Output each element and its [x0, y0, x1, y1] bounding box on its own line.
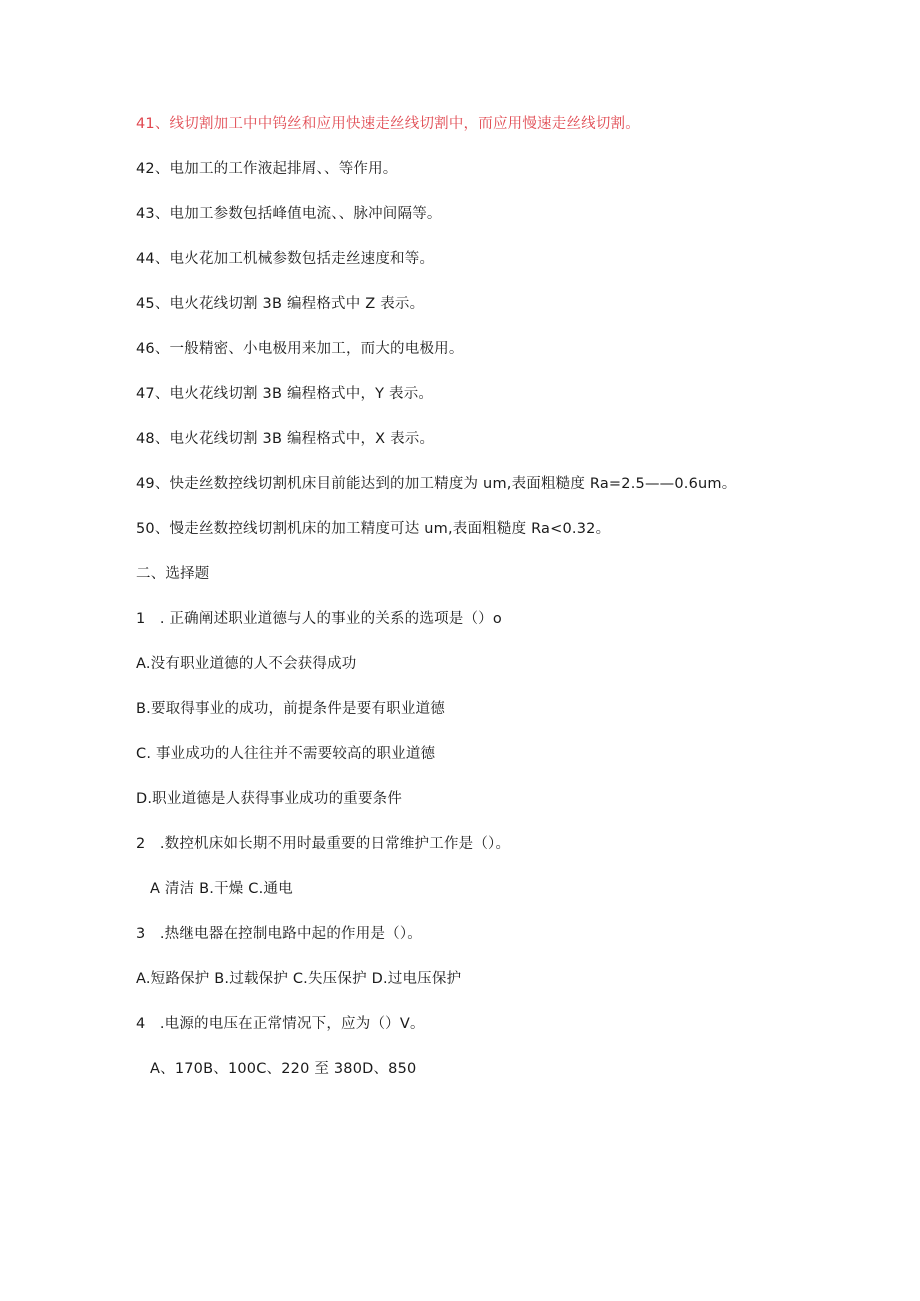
question-49: 49、快走丝数控线切割机床目前能达到的加工精度为 um,表面粗糙度 Ra=2.5——0.6um。 [136, 476, 737, 492]
question-43: 43、电加工参数包括峰值电流、、脉冲间隔等。 [136, 206, 442, 222]
choice-question-1-stem: 1 . 正确阐述职业道德与人的事业的关系的选项是（）o [136, 611, 502, 627]
choice-question-1-option-c: C. 事业成功的人往往并不需要较高的职业道德 [136, 746, 436, 762]
choice-question-4-stem: 4 .电源的电压在正常情况下，应为（）V。 [136, 1016, 425, 1032]
question-44: 44、电火花加工机械参数包括走丝速度和等。 [136, 251, 435, 267]
question-50: 50、慢走丝数控线切割机床的加工精度可达 um,表面粗糙度 Ra<0.32。 [136, 521, 611, 537]
choice-question-1-option-a: A.没有职业道德的人不会获得成功 [136, 656, 357, 672]
question-48: 48、电火花线切割 3B 编程格式中，X 表示。 [136, 431, 435, 447]
choice-question-2-stem: 2 .数控机床如长期不用时最重要的日常维护工作是（）。 [136, 836, 511, 852]
choice-question-1-option-b: B.要取得事业的成功，前提条件是要有职业道德 [136, 701, 445, 717]
section-heading: 二、选择题 [136, 566, 210, 582]
question-47: 47、电火花线切割 3B 编程格式中，Y 表示。 [136, 386, 434, 402]
question-41: 41、线切割加工中中钨丝和应用快速走丝线切割中，而应用慢速走丝线切割。 [136, 116, 640, 132]
choice-question-2-options: A 清洁 B.干燥 C.通电 [150, 881, 293, 897]
choice-question-4-options: A、170B、100C、220 至 380D、850 [150, 1061, 417, 1077]
choice-question-3-options: A.短路保护 B.过载保护 C.失压保护 D.过电压保护 [136, 971, 462, 987]
choice-question-1-option-d: D.职业道德是人获得事业成功的重要条件 [136, 791, 403, 807]
question-42: 42、电加工的工作液起排屑、、等作用。 [136, 161, 398, 177]
question-46: 46、一般精密、小电极用来加工，而大的电极用。 [136, 341, 464, 357]
question-45: 45、电火花线切割 3B 编程格式中 Z 表示。 [136, 296, 425, 312]
choice-question-3-stem: 3 .热继电器在控制电路中起的作用是（）。 [136, 926, 423, 942]
